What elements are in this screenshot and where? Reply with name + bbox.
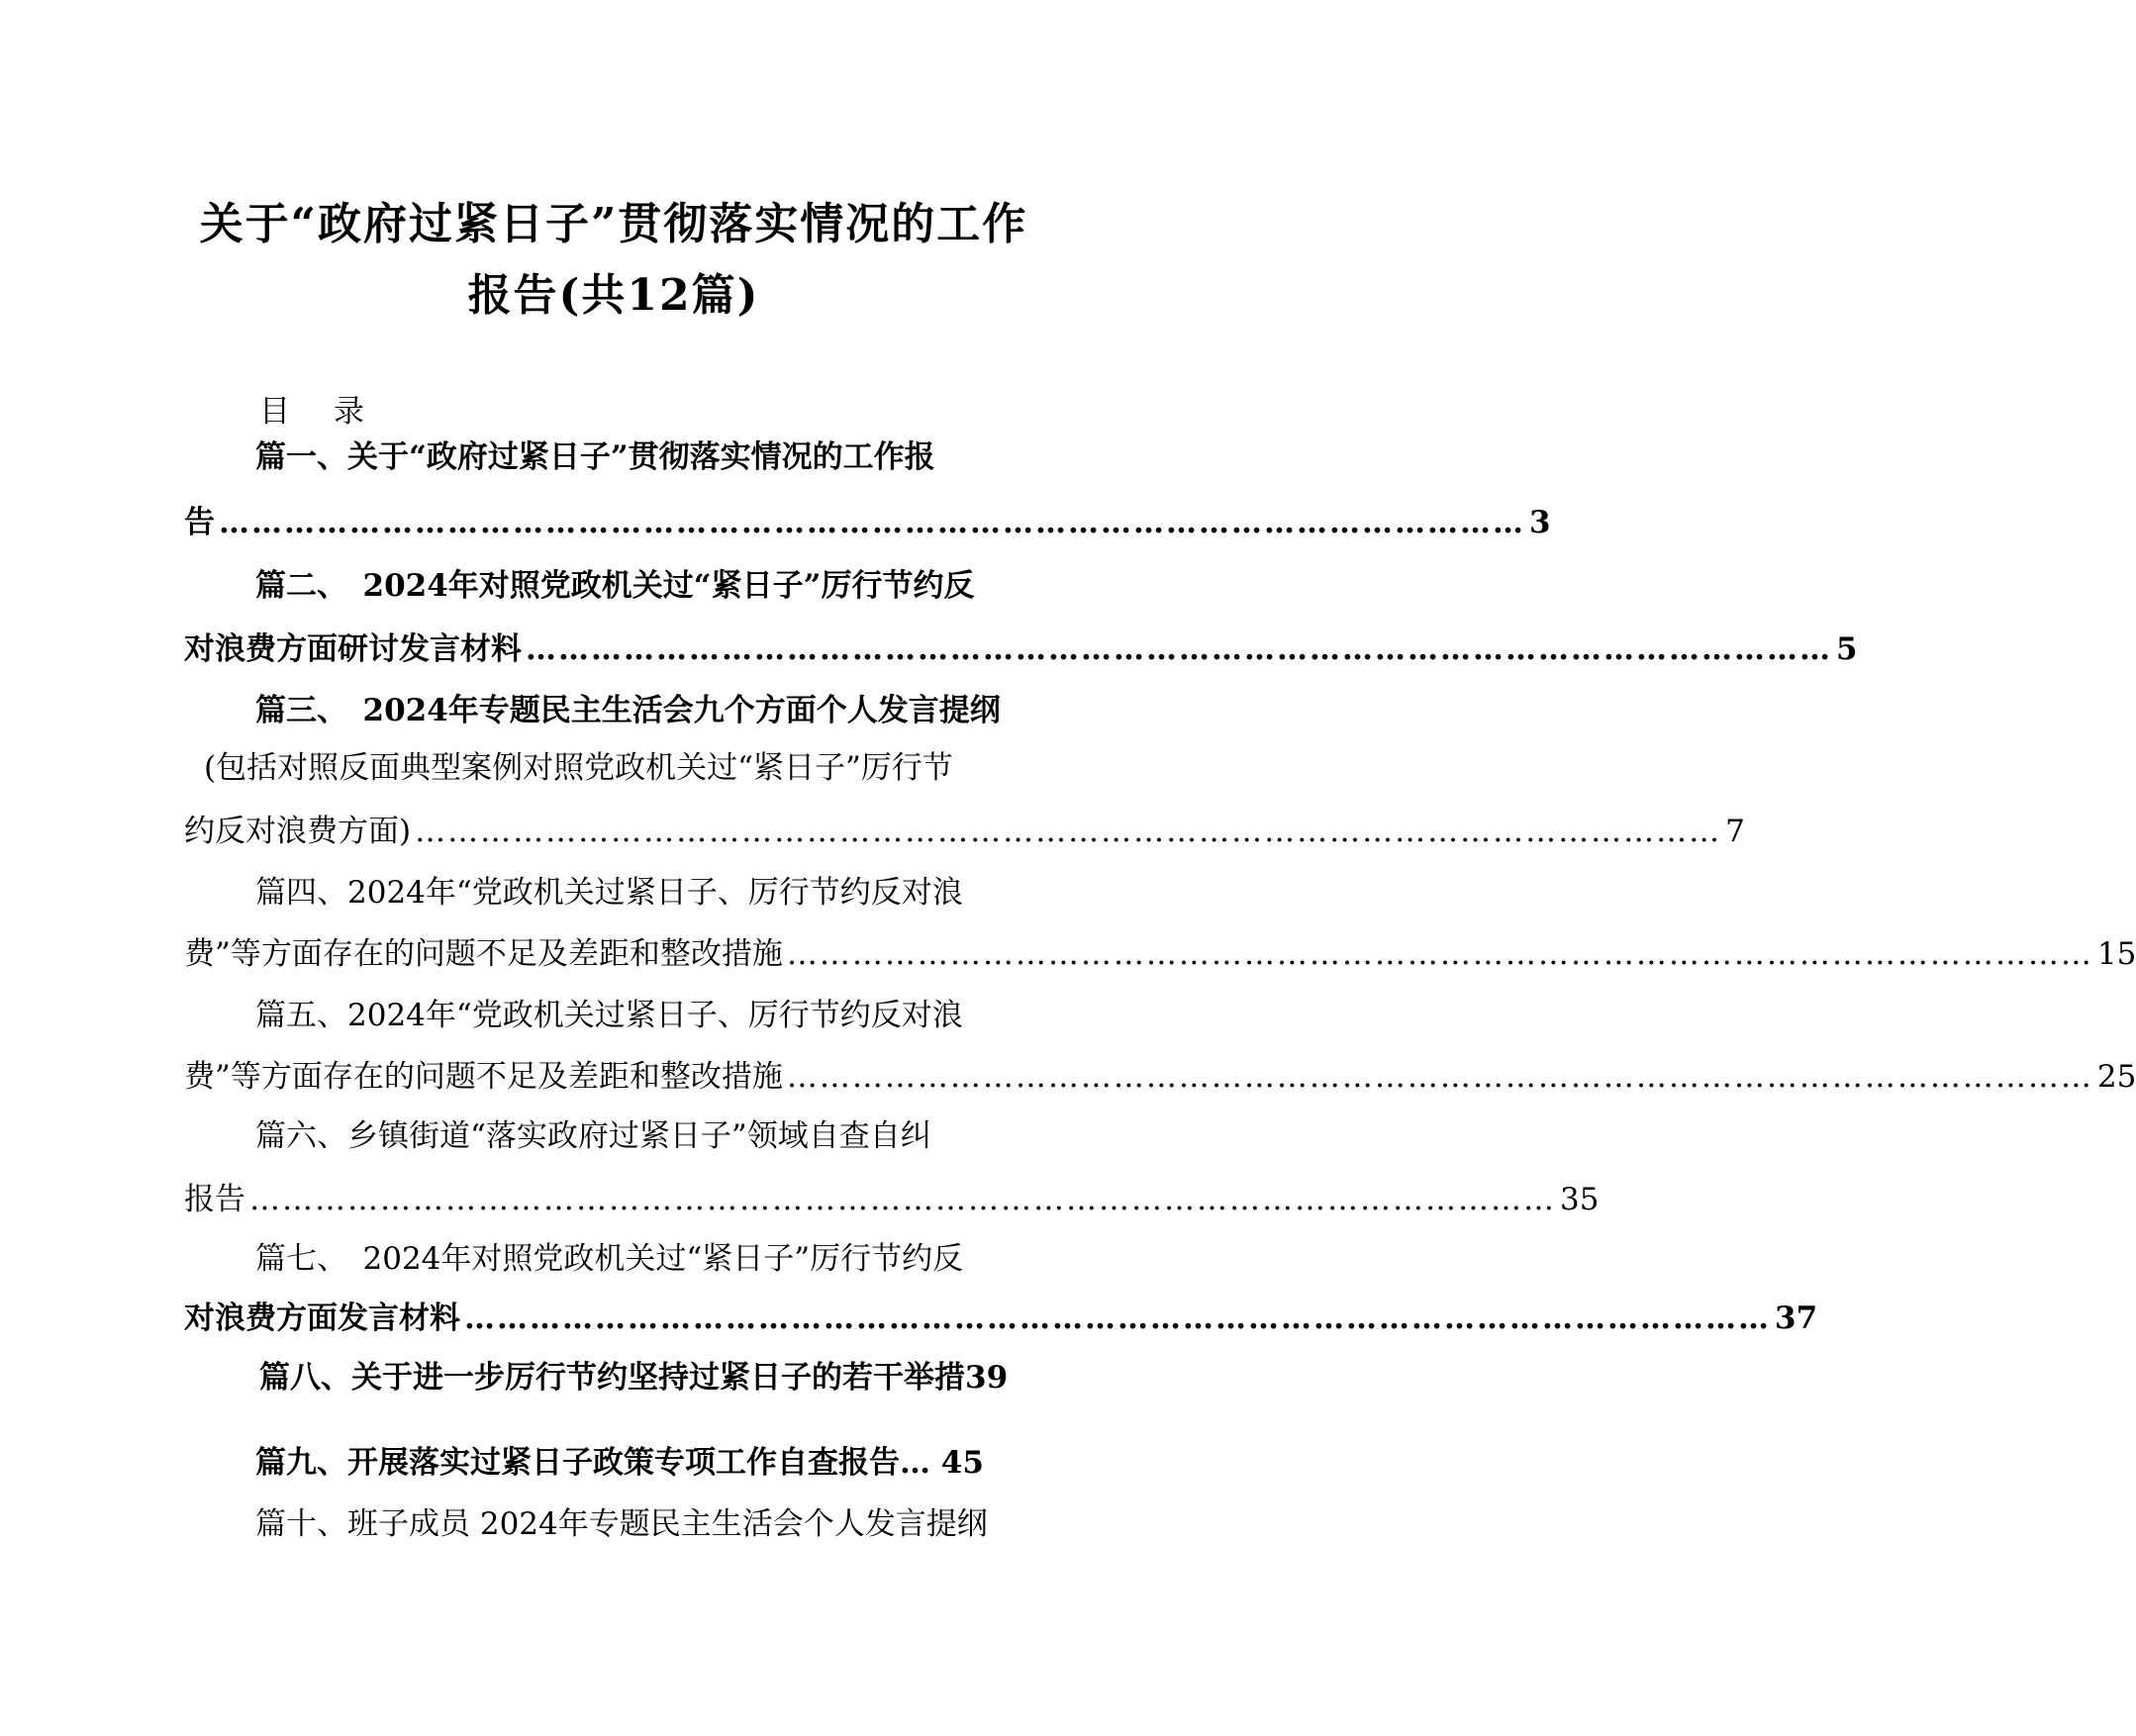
toc-leader-dots: ………………………………………………………………………………………………………… xyxy=(464,1301,1771,1336)
toc-leader-dots: ………………………………………………………………………………………………………… xyxy=(526,631,1832,667)
toc-entry-6-line-2[interactable] xyxy=(184,1182,1600,1218)
toc-leader-dots: ………………………………………………………………………………………………………… xyxy=(219,505,1525,540)
toc-entry-10[interactable]: 篇十、班子成员 2024年专题民主生活会个人发言提纲 xyxy=(255,1506,988,1542)
toc-entry-7-line-1[interactable]: 篇七、 2024年对照党政机关过“紧日子”厉行节约反 xyxy=(255,1241,964,1277)
toc-entry-9[interactable]: 篇九、开展落实过紧日子政策专项工作自查报告… 45 xyxy=(255,1445,984,1481)
toc-entry-4-text: 费”等方面存在的问题不足及差距和整改措施 xyxy=(184,936,783,972)
toc-entry-7-page: 37 xyxy=(1775,1301,1818,1336)
toc-entry-5-text: 费”等方面存在的问题不足及差距和整改措施 xyxy=(184,1059,783,1095)
toc-heading-char-1: 目 xyxy=(259,394,290,430)
toc-entry-2-line-1[interactable]: 篇二、 2024年对照党政机关过“紧日子”厉行节约反 xyxy=(255,568,975,604)
toc-heading xyxy=(259,386,364,431)
toc-leader-dots: ………………………………………………………………………………………………………… xyxy=(249,1182,1556,1217)
toc-entry-3-line-3[interactable] xyxy=(184,814,1745,850)
toc-entry-4-page: 15 xyxy=(2096,936,2136,972)
document-title-line-1: 关于“政府过紧日子”贯彻落实情况的工作 xyxy=(199,199,1028,249)
toc-entry-3-page: 7 xyxy=(1725,814,1745,849)
document-title-line-2: 报告(共12篇) xyxy=(467,270,760,321)
toc-entry-7-line-2[interactable] xyxy=(184,1301,1818,1337)
toc-entry-1-line-1[interactable]: 篇一、关于“政府过紧日子”贯彻落实情况的工作报 xyxy=(255,439,935,475)
toc-entry-2-line-2[interactable] xyxy=(184,631,1858,668)
toc-entry-5-line-2[interactable] xyxy=(184,1059,2136,1096)
toc-entry-6-text: 报告 xyxy=(184,1182,245,1217)
toc-entry-3-line-2[interactable]: (包括对照反面典型案例对照党政机关过“紧日子”厉行节 xyxy=(204,750,953,786)
toc-entry-7-text: 对浪费方面发言材料 xyxy=(184,1301,460,1336)
toc-entry-5-page: 25 xyxy=(2096,1059,2136,1095)
toc-heading-char-2: 录 xyxy=(334,394,364,430)
toc-entry-4-line-2[interactable] xyxy=(184,936,2136,973)
toc-entry-1-page: 3 xyxy=(1529,505,1551,540)
toc-leader-dots: ………………………………………………………………………………………………………… xyxy=(786,1059,2093,1095)
toc-entry-2-page: 5 xyxy=(1836,631,1858,667)
toc-entry-3-text: 约反对浪费方面) xyxy=(184,814,412,849)
toc-leader-dots: ………………………………………………………………………………………………………… xyxy=(786,936,2093,972)
toc-entry-1-text: 告 xyxy=(184,505,215,540)
toc-entry-4-line-1[interactable]: 篇四、2024年“党政机关过紧日子、厉行节约反对浪 xyxy=(255,875,963,911)
toc-entry-6-line-1[interactable]: 篇六、乡镇街道“落实政府过紧日子”领域自查自纠 xyxy=(255,1118,931,1154)
toc-entry-2-text: 对浪费方面研讨发言材料 xyxy=(184,631,522,667)
toc-entry-5-line-1[interactable]: 篇五、2024年“党政机关过紧日子、厉行节约反对浪 xyxy=(255,998,963,1033)
toc-entry-3-line-1[interactable]: 篇三、 2024年专题民主生活会九个方面个人发言提纲 xyxy=(255,693,1001,728)
toc-entry-8[interactable]: 篇八、关于进一步厉行节约坚持过紧日子的若干举措39 xyxy=(259,1360,1009,1396)
toc-entry-6-page: 35 xyxy=(1560,1182,1600,1217)
toc-entry-1-line-2[interactable] xyxy=(184,505,1551,541)
toc-leader-dots: ………………………………………………………………………………………………………… xyxy=(415,814,1722,849)
